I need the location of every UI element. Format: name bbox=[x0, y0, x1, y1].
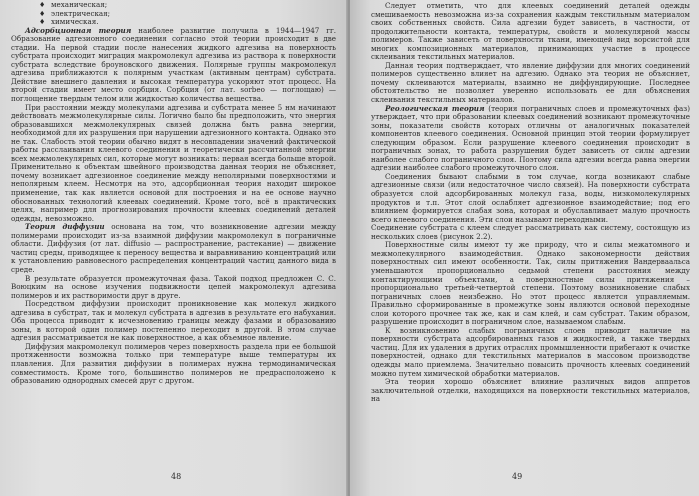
paragraph-diffusion: Теория диффузии основана на том, что возникновение адгезии между полимерами происходит из-за взаимной диффузии макромолекул в пограничные области. Диффузия (от лат. diffusio — распространение, растекание) — движение частиц среды, приводящее к переносу вещества и выравниванию концентраций или к установлению равновесного распределения концентраций частиц данного вида в среде. bbox=[11, 222, 336, 274]
bullet-list bbox=[39, 1, 336, 27]
paragraph: В результате образуется промежуточная фаза. Такой подход предложен С. С. Воюцким на основе изучения подвижности цепей макромолекул адгезива полимеров и их растворимости друг в друге. bbox=[11, 273, 336, 300]
paragraph: Эта теория хорошо объясняет влияние различных видов аппретов заключительной отделки, находящихся на поверхности текстильных материалов, на bbox=[371, 377, 690, 404]
paragraph: Соединения бывают слабыми в том случае, когда возникают слабые адгезионные связи (или недостаточное число связей). На поверхности субстрата образуется слой адсорбированных молекул газа, воды, низкомолекулярных продуктов и т.п. Этот слой ослабляет адгезионное взаимодействие; под его влиянием формируется слабая зона, которая и обуславливает малую прочность всего клеевого соединения. Эти слои называют переходными. bbox=[371, 171, 690, 224]
diamond-bullet-icon: ♦ bbox=[39, 1, 46, 9]
paragraph: Диффузия макромолекул полимеров через поверхность раздела при ее большой протяженности возможна только при температуре выше температуры их плавления. Для развития диффузии в полимерах нужна термодинамическая совместимость. Кроме того, большинство полимеров не предрасположено к образованию однородных смесей друг с другом. bbox=[11, 341, 336, 386]
list-item: ♦ химическая. bbox=[39, 17, 99, 27]
right-page bbox=[350, 0, 699, 496]
paragraph: Посредством диффузии происходит проникновение как молекул жидкого адгезива в субстрат, так и молекул субстрата в адгезив в результате его набухания. Оба процесса приводят к исчезновению границы между фазами и образованию зоны, в которой один полимер постепенно переходит в другой. В этом случае адгезия рассматривается не как поверхностное, а как объемное явление. bbox=[11, 299, 336, 343]
paragraph: Данная теория подтверждает, что явление диффузии для многих соединений полимеров существенно влияет на адгезию. Однако эта теория не объясняет, почему склеиваются материалы, взаимно не диффундирующие. Последнее обстоятельство не позволяет уверенно использовать ее для объяснения склеивания текстильных материалов. bbox=[371, 60, 690, 105]
list-item: ♦ электрическая; bbox=[39, 8, 111, 18]
paragraph-adsorption: Адсорбционная теория наиболее развитие получила в 1944—1947 гг. Образование адгезионного соединения согласно этой теории происходит в две стадии. На первой стадии после нанесения жидкого адгезива на поверхность субстрата происходит миграция макромолекул адгезива из раствора к поверхности субстрата вследствие броуновского движения. Полярные группы макромолекул адгезива приближаются к полярным участкам (активным центрам) субстрата. Действие внешнего давления и высокая температура ускоряют этот процесс. На второй стадии имеет место сорбция. Сорбция (от лат. sorbeo — поглощаю) — поглощение твердым телом или жидкостью количества вещества. bbox=[11, 25, 336, 104]
page-number: 49 bbox=[512, 472, 523, 482]
list-item: ♦ механическая; bbox=[39, 0, 108, 9]
paragraph: К возникновению слабых пограничных слоев приводит наличие на поверхности субстрата адсорбированных газов и жидкостей, а также твердых частиц. Для их удаления в других отраслях промышленности прибегают к очистке поверхностей, однако для текстильных материалов в массовом производстве одежды мало приемлема. Значительно повысить прочность клеевых соединений можно путем химической обработки материалов. bbox=[371, 325, 690, 378]
paragraph: Следует отметить, что для клеевых соединений деталей одежды смешиваемость невозможна из-за сохранения каждым текстильным материалом своих собственных свойств. Сила адгезии будет зависеть, в частности, от продолжительности контакта, температуры, свойств и молекулярной массы полимеров. Также зависеть от поверхности ткани, имеющей вид ворсистой для многих композиционных материалов, принимающих участие в процессе склеивания текстильных материалов. bbox=[371, 1, 690, 62]
page-number: 48 bbox=[171, 472, 182, 482]
paragraph: Поверхностные силы имеют ту же природу, что и силы межатомного и межмолекулярного взаимодействия. Однако закономерности действия поверхностных сил имеют особенности. Так, силы притяжения Вандерваальса уменьшаются пропорционально седьмой степени расстояния между контактирующими объектами, а поверхностные силы притяжения – пропорционально третьей-четвертой степени. Поэтому возникновение слабых пограничных слоев неизбежно. Но этот процесс является управляемым. Правильно сформированные в промежутке зоны являются основой переходные слои которого прочнее так же, как и сам клей, и сам субстрат. Таким образом, разрушение происходит в пограничном слое, называемом слабым. bbox=[371, 240, 690, 327]
paragraph: Соединение субстрата с клеем следует рассматривать как систему, состоящую из нескольких слоев (рисунок 2.2). bbox=[371, 223, 690, 241]
diamond-bullet-icon: ♦ bbox=[39, 18, 46, 27]
paragraph: При расстоянии между молекулами адгезива и субстрата менее 5 нм начинают действовать межмолекулярные силы. Логично было бы предположить, что энергия образовавшихся межмолекулярных связей должна быть равна энергии, необходимой для их разрушения при нарушении адгезионного контакта. Однако это не так. Слабость этой теории обычно видят в несовпадении значений фактической работы расслаивания клеевого соединения и теоретически рассчитанной энергии всех межмолекулярных сил, которые могут возникать: первая всегда больше второй. Применительно к объектам швейного производства данная теория не объясняет, почему возникает адгезионное соединение между неполярными поверхностями и неполярным клеем. Несмотря на это, адсорбционная теория находит широкое применение, так как является основой для построения и на ее основе научно обоснованных технологий клеевых соединений. Кроме того, всё в практических целях, например для прогнозирования прочности клеевых соединений деталей одежды, невозможно. bbox=[11, 102, 336, 223]
diamond-bullet-icon: ♦ bbox=[39, 9, 46, 18]
paragraph-rheological: Реологическая теория (теория пограничных слоев и промежуточных фаз) утверждает, что при образовании клеевых соединений возникают промежуточные зоны, показатели свойств которых отличны от аналогичных показателей компонентов клеевого соединения. Основной принцип этой теории формулирует следующим образом. Если разрушение клеевого соединения происходит в пограничных зонах, то работа разрушения будет зависеть от силы адгезии наиболее слабого пограничного слоя. Поэтому сила адгезии всегда равна энергии адгезии наиболее слабого промежуточного слоя. bbox=[371, 103, 690, 173]
left-page bbox=[0, 0, 348, 496]
